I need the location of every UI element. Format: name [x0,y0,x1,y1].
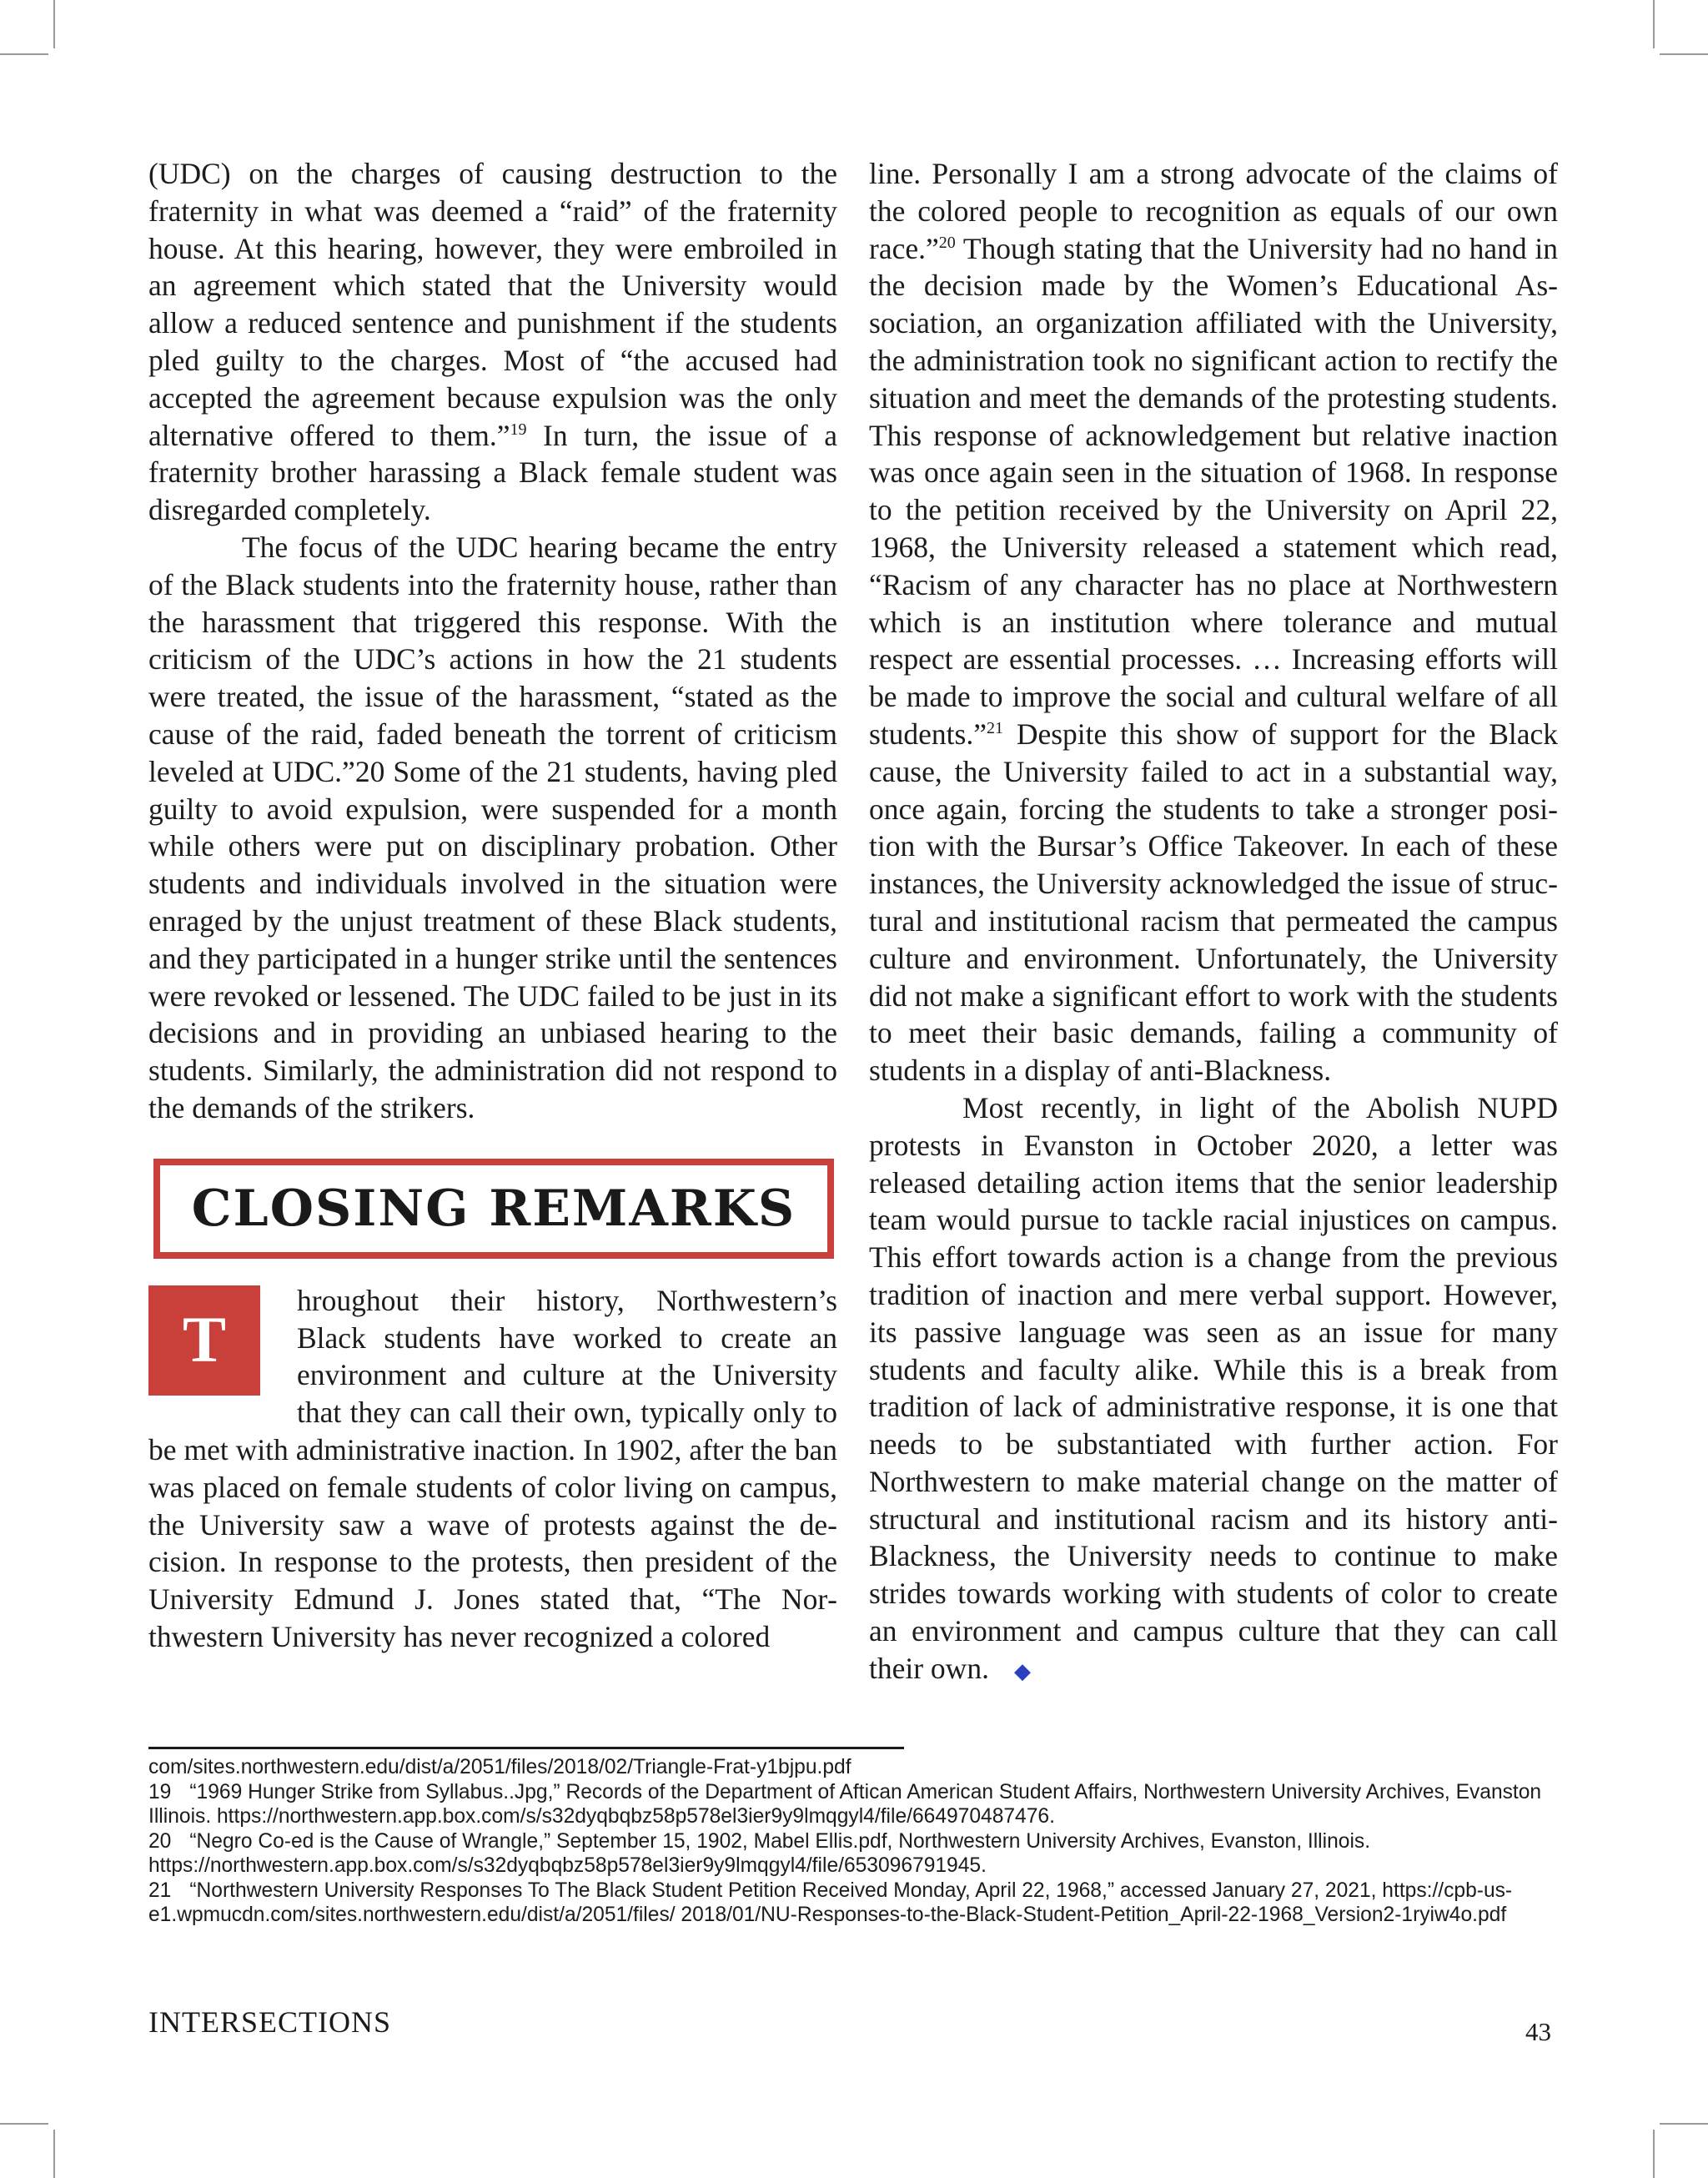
page-number: 43 [1525,2017,1551,2046]
body-paragraph: (UDC) on the charges of causing destruction to the fraternity in what was deemed a “raid” of the fraternity house. At this hearing, however, they were embroiled in an agreement which stated that the University would allow a reduced sentence and punishment if the students pled guilty to the charges. Most of “the accused had accepted the agreement because expulsion was the only alternative offered to them.”$^{19}$ In turn, the issue of a fraternity brother harassing a Black female student was disregarded completely. [148,157,837,527]
crop-mark [1660,53,1708,55]
crop-mark [53,0,55,48]
right-column [869,155,1558,1691]
crop-mark [1653,0,1655,48]
diamond-end-mark-icon: ◆ [1013,1658,1031,1683]
crop-mark [1653,2130,1655,2178]
drop-cap: T [148,1285,260,1396]
left-column [148,155,837,1656]
footnote-ref[interactable]: 19 [510,420,527,439]
crop-mark [1660,2123,1708,2125]
footnote-rule [148,1747,904,1749]
section-heading: CLOSING REMARKS [191,1179,796,1238]
footnote-item: 20 “Negro Co-ed is the Cause of Wrangle,” September 15, 1902, Mabel Ellis.pdf, Northwestern University Archives, Evanston, Illinois. https://northwestern.app.box.com/s/s32dyqbqbz58p578el3ier9y9lmqgyl4/file/653096791945. [148,1829,1371,1877]
body-paragraph: The focus of the UDC hearing became the entry of the Black students into the fraternity house, rather than the harassment that triggered this response. With the criticism of the UDC’s actions in how the 21 students were treated, the issue of the harassment, “stated as the cause of the raid, faded beneath the torrent of criticism leveled at UDC.”20 Some of the 21 students, having pled guilty to avoid expulsion, were suspended for a month while others were put on disciplinary probation. Other students and individuals involved in the situation were enraged by the unjust treatment of these Black students, and they participated in a hunger strike until the sentences were revoked or lessened. The UDC failed to be just in its decisions and in providing an unbiased hearing to the students. Similarly, the administration did not respond to the demands of the strikers. [148,530,837,1124]
footnote-continuation[interactable]: com/sites.northwestern.edu/dist/a/2051/files/2018/02/Triangle-Frat-y1bjpu.pdf [148,1756,851,1778]
section-heading-box [153,1159,834,1259]
body-paragraph: line. Personally I am a strong advocate of the claims of the colored people to recognition as equals of our own race.”$^{20}$ Though stating that the University had no hand in the decision made by the Women’s Educational Association, an organization affiliated with the University, the administration took no significant action to rectify the situation and meet the demands of the protesting students. This response of acknowledgement but relative inaction was once again seen in the situation of 1968. In response to the petition received by the University on April 22, 1968, the University released a statement which read, “Racism of any character has no place at Northwestern which is an institution where tolerance and mutual respect are essential processes. … Increasing efforts will be made to improve the social and cultural welfare of all students.”$^{21}$ Despite this show of support for the Black cause, the University failed to act in a substantial way, once again, forcing the students to take a stronger position with the Bursar’s Office Takeover. In each of these instances, the University acknowledged the issue of structural and institutional racism that permeated the campus culture and environment. Unfortunately, the University did not make a significant effort to work with the students to meet their basic demands, failing a community of students in a display of anti-Blackness. [869,157,1558,1088]
footnotes [148,1755,1558,1928]
footnote-ref[interactable]: 21 [987,718,1003,737]
body-paragraph: Most recently, in light of the Abolish NUPD protests in Evanston in October 2020, a letter was released detailing action items that the senior leadership team would pursue to tackle racial injustices on campus. This effort towards action is a change from the previous tradition of inaction and mere verbal support. However, its passive language was seen as an issue for many students and faculty alike. While this is a break from tradition of lack of administrative response, it is one that needs to be substantiated with further action. For Northwestern to make material change on the matter of structural and institutional racism and its history anti-Blackness, the University needs to continue to make strides towards working with students of color to create an environment and campus culture that they can call their own. ◆ [869,1090,1558,1685]
crop-mark [0,2123,48,2125]
crop-mark [0,53,48,55]
body-paragraph: T hroughout their history, Northwestern’s Black students have worked to create an environment and culture at the University that they can call their own, typically only to be met with administrative inaction. In 1902, after the ban was placed on female students of color living on campus, the University saw a wave of protests against the decision. In response to the protests, then president of the University Edmund J. Jones stated that, “The Northwestern University has never recognized a colored [148,1283,837,1653]
running-title: INTERSECTIONS [148,2005,391,2039]
footnote-item: 21 “Northwestern University Responses To The Black Student Petition Received Monday, April 22, 1968,” accessed January 27, 2021, https://cpb-us-e1.wpmucdn.com/sites.northwestern.edu/dist/a/2051/files/ 2018/01/NU-Responses-to-the-Black-Student-Petition_April-22-1968_Version2-1ryiw4o.pdf [148,1879,1513,1926]
footnote-ref[interactable]: 20 [938,233,956,252]
crop-mark [53,2130,55,2178]
footnote-item: 19 “1969 Hunger Strike from Syllabus..Jpg,” Records of the Department of Aftican American Student Affairs, Northwestern University Archives, Evanston Illinois. https://northwestern.app.box.com/s/s32dyqbqbz58p578el3ier9y9lmqgyl4/file/664970487476. [148,1780,1542,1828]
